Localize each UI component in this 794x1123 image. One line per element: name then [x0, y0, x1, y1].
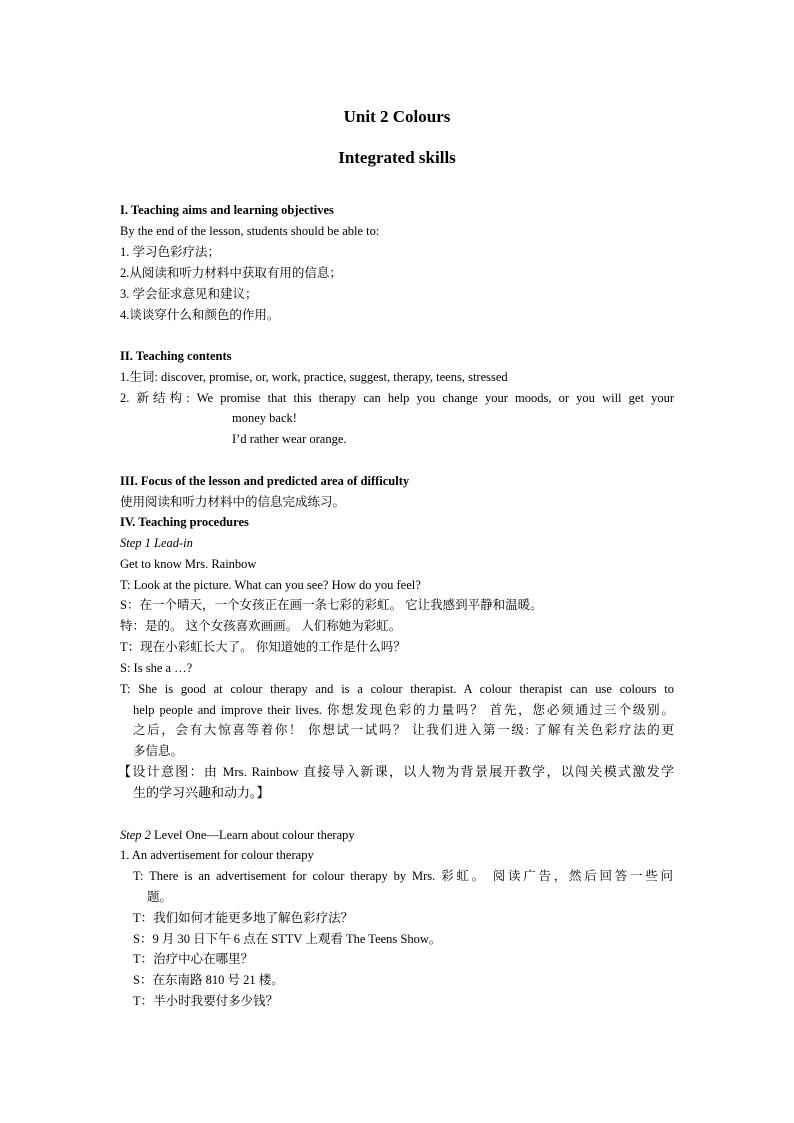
step-title: Step 1 Lead-in: [120, 536, 193, 550]
section-heading-focus: III. Focus of the lesson and predicted area of difficulty: [120, 474, 410, 488]
aims-item: 4.谈谈穿什么和颜色的作用。: [120, 308, 280, 322]
ad-paragraph-line: 题。: [147, 890, 173, 904]
aims-item: 1. 学习色彩疗法；: [120, 245, 221, 259]
teacher-paragraph-line: T: She is good at colour therapy and is a colour therapist. A colour therapist can use colours to: [120, 682, 674, 696]
teacher-paragraph-line: 多信息。: [133, 744, 184, 758]
step-title: [120, 827, 355, 843]
design-note-line: 【设计意图：由 Mrs. Rainbow 直接导入新课，以人物为背景展开教学，以闯关模式激发学: [118, 764, 674, 779]
structure-line: I’d rather wear orange.: [232, 432, 347, 446]
section-heading-procedures: IV. Teaching procedures: [120, 515, 249, 529]
step-description: Level One—Learn about colour therapy: [150, 828, 355, 842]
qa-line: T：我们如何才能更多地了解色彩疗法？: [133, 911, 354, 925]
procedure-line: Get to know Mrs. Rainbow: [120, 557, 257, 571]
vocab-line: 1.生词: discover, promise, or, work, practice, suggest, therapy, teens, stressed: [120, 370, 508, 384]
focus-text: 使用阅读和听力材料中的信息完成练习。: [120, 495, 346, 509]
structure-line: money back!: [232, 411, 297, 425]
qa-line: S：在东南路 810 号 21 楼。: [133, 973, 284, 987]
teacher-paragraph-line: help people and improve their lives. 你想发现色彩的力量吗？ 首先，您必须通过三个级别。: [133, 703, 674, 717]
qa-line: T：治疗中心在哪里？: [133, 952, 254, 966]
document-subtitle: Integrated skills: [338, 148, 456, 167]
procedure-line: 特：是的。 这个女孩喜欢画画。 人们称她为彩虹。: [120, 619, 402, 633]
procedure-line: T: Look at the picture. What can you see? How do you feel?: [120, 578, 421, 592]
aims-intro: By the end of the lesson, students should be able to:: [120, 224, 380, 238]
teacher-paragraph-line: 之后，会有大惊喜等着你！ 你想试一试吗？ 让我们进入第一级: 了解有关色彩疗法的更: [133, 723, 674, 737]
aims-item: 3. 学会征求意见和建议；: [120, 287, 258, 301]
ad-paragraph-line: T: There is an advertisement for colour therapy by Mrs. 彩虹。 阅读广告，然后回答一些问: [133, 869, 673, 883]
qa-line: S：9 月 30 日下午 6 点在 STTV 上观看 The Teens Show。: [133, 932, 442, 946]
aims-item: 2.从阅读和听力材料中获取有用的信息；: [120, 266, 342, 280]
section-heading-aims: I. Teaching aims and learning objectives: [120, 203, 334, 217]
procedure-line: 1. An advertisement for colour therapy: [120, 848, 314, 862]
step-label: Step 2: [120, 828, 151, 842]
section-heading-contents: II. Teaching contents: [120, 349, 232, 363]
structure-line: 2. 新结构: We promise that this therapy can help you change your moods, or you will get your: [120, 391, 674, 405]
document-title: Unit 2 Colours: [343, 107, 451, 126]
qa-line: T：半小时我要付多少钱？: [133, 994, 279, 1008]
procedure-line: S: Is she a …?: [120, 661, 193, 675]
procedure-line: S：在一个晴天，一个女孩正在画一条七彩的彩虹。 它让我感到平静和温暖。: [120, 598, 543, 612]
procedure-line: T：现在小彩虹长大了。 你知道她的工作是什么吗？: [120, 640, 406, 654]
design-note-line: 生的学习兴趣和动力。】: [133, 785, 270, 800]
